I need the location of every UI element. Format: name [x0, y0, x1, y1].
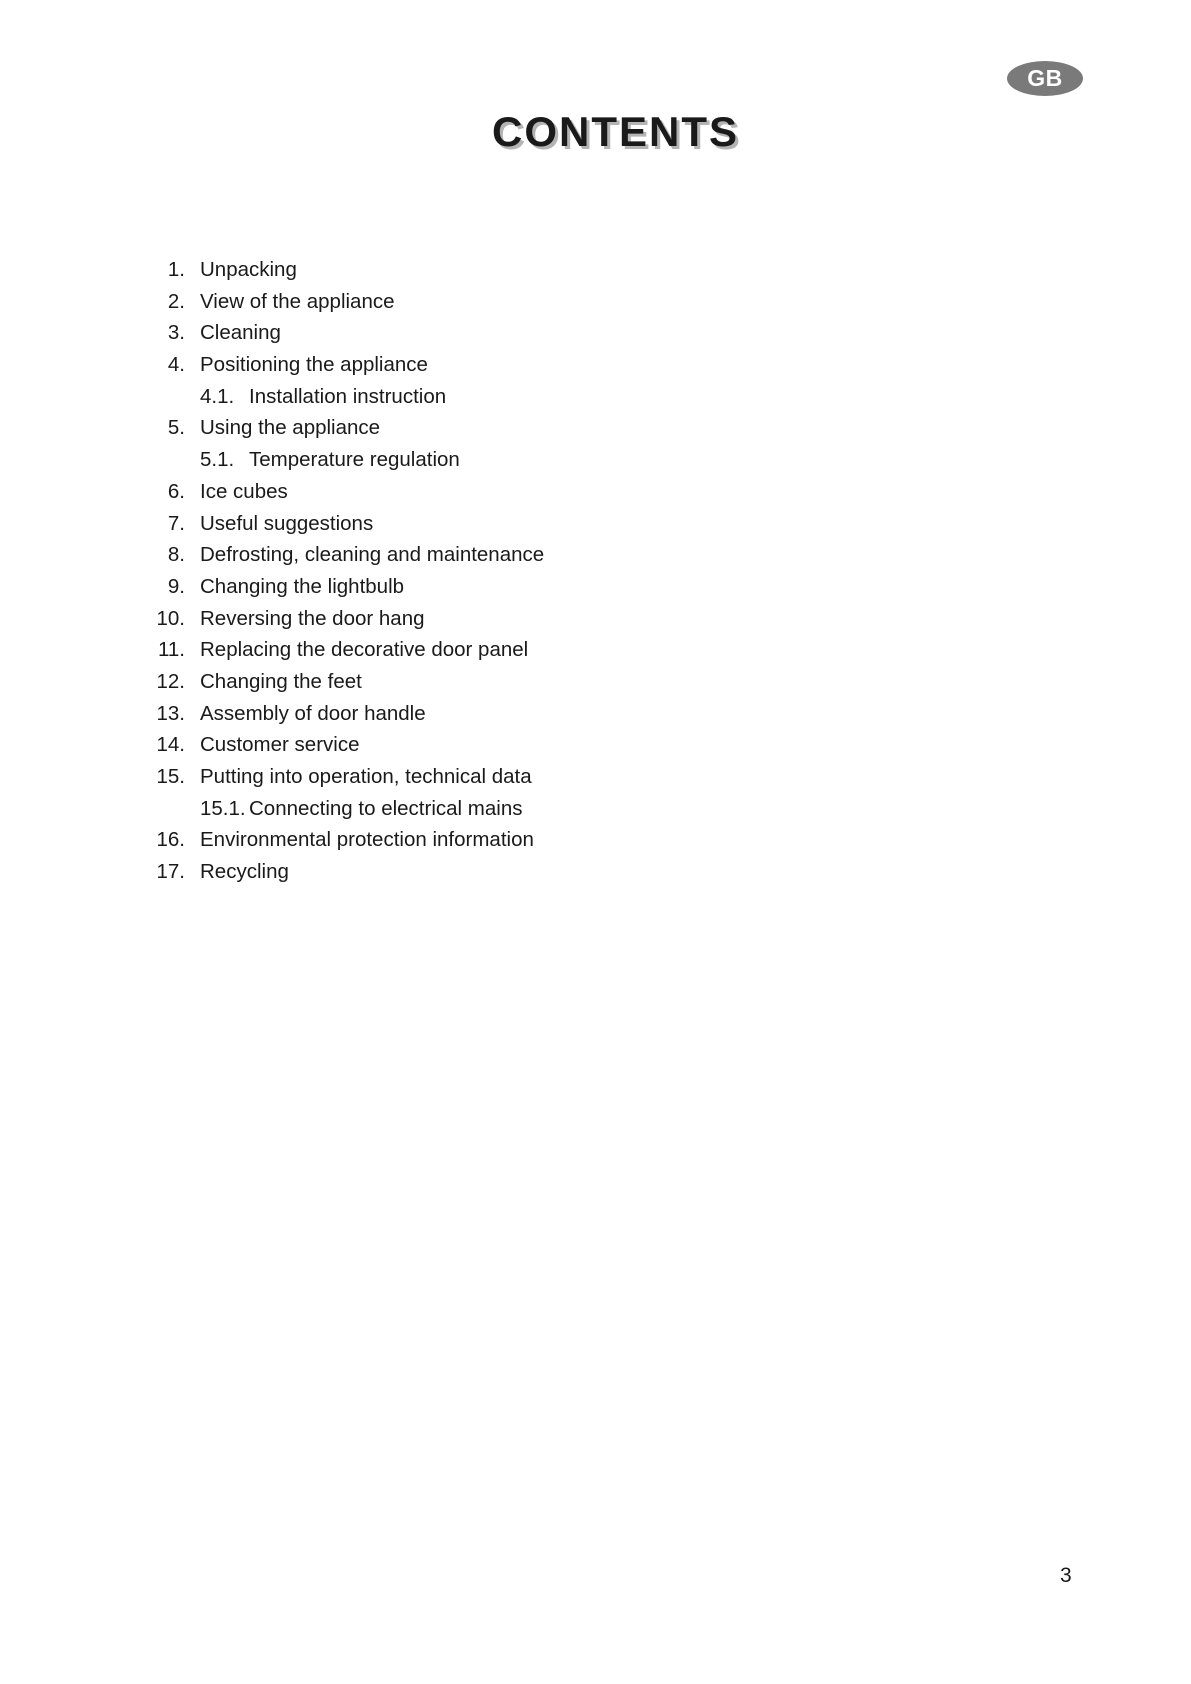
- toc-item-label: Unpacking: [200, 258, 297, 281]
- toc-item-number: 17.: [156, 860, 185, 884]
- toc-item-label: Ice cubes: [200, 479, 288, 503]
- toc-item-label: Changing the feet: [200, 669, 362, 693]
- toc-item-label: Replacing the decorative door panel: [200, 638, 529, 662]
- toc-item-number: 7.: [167, 511, 185, 535]
- toc-item-label: Installation instruction: [249, 384, 447, 408]
- toc-item-number: 9.: [167, 574, 185, 598]
- toc-item-number: 15.1.: [200, 796, 246, 820]
- language-badge: GB: [1007, 61, 1083, 96]
- toc-item-number: 3.: [167, 321, 185, 345]
- toc-item-number: 14.: [156, 733, 185, 757]
- toc-item-number: 4.: [167, 353, 185, 377]
- toc-item-number: 15.: [156, 765, 185, 788]
- toc-item-label: Customer service: [200, 733, 360, 757]
- toc-item-number: 2.: [167, 289, 185, 313]
- toc-item-label: Reversing the door hang: [200, 606, 425, 630]
- toc-item-label: Cleaning: [200, 321, 281, 345]
- toc-item-label: Positioning the appliance: [200, 353, 428, 377]
- toc-item-label: Changing the lightbulb: [200, 574, 405, 598]
- toc-item-label: Connecting to electrical mains: [249, 796, 523, 820]
- toc-item-number: 1.: [167, 258, 185, 281]
- page-number: 3: [1060, 1564, 1072, 1587]
- toc-item-number: 13.: [156, 701, 185, 725]
- toc-item-label: Assembly of door handle: [200, 701, 426, 725]
- toc-item-label: Useful suggestions: [200, 511, 374, 535]
- toc-item-label: Recycling: [200, 860, 289, 884]
- toc-item-label: Defrosting, cleaning and maintenance: [200, 543, 545, 567]
- toc-item-label: Using the appliance: [200, 416, 381, 440]
- toc-item-number: 16.: [156, 828, 185, 852]
- toc-item-number: 5.: [167, 416, 185, 440]
- toc-item-label: Putting into operation, technical data: [200, 765, 532, 788]
- toc-item-label: View of the appliance: [200, 289, 395, 313]
- toc-item-number: 10.: [156, 606, 185, 630]
- toc-item-number: 5.1.: [200, 448, 235, 472]
- toc-item-label: Environmental protection information: [200, 828, 534, 852]
- toc-item-number: 6.: [167, 479, 185, 503]
- toc-item-number: 11.: [158, 638, 185, 662]
- toc-item-number: 4.1.: [200, 384, 235, 408]
- page-title: CONTENTS: [492, 108, 739, 155]
- toc-item-number: 12.: [156, 669, 185, 693]
- toc-item-label: Temperature regulation: [249, 448, 460, 472]
- toc-item-number: 8.: [167, 543, 185, 567]
